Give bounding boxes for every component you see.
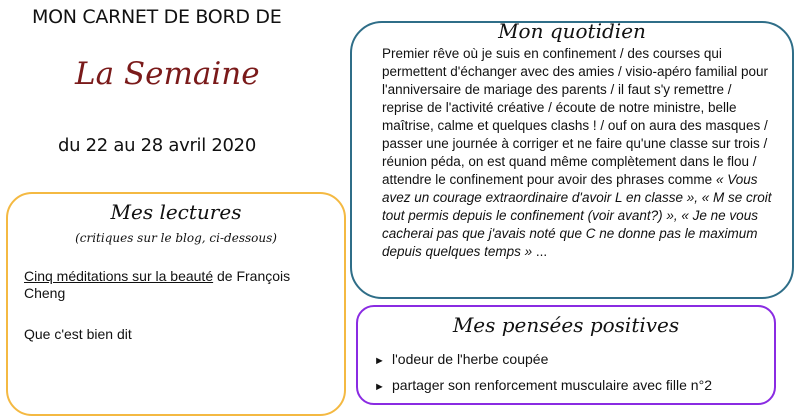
- daily-ellipsis: ...: [532, 244, 548, 259]
- positive-title: Mes pensées positives: [452, 313, 680, 337]
- daily-quotes: « Vous avez un courage extraordinaire d'avoir L en classe », « M se croit tout permis depuis le confinement (voir avant?) », « Je ne vous cacherai pas que j'avais noté que C ne donne pas le maximum depuis quelques temps »: [382, 172, 772, 259]
- daily-text: [382, 45, 774, 261]
- week-title: La Semaine: [75, 56, 260, 92]
- date-range: du 22 au 28 avril 2020: [58, 135, 256, 156]
- readings-box: [6, 192, 346, 416]
- book-title: Cinq méditations sur la beauté: [24, 268, 214, 284]
- book-comment: Que c'est bien dit: [24, 326, 132, 342]
- readings-title: Mes lectures: [110, 200, 242, 224]
- page-title: MON CARNET DE BORD DE: [32, 6, 282, 28]
- book-author: de François Cheng: [24, 268, 291, 301]
- list-item: ► l'odeur de l'herbe coupée: [374, 347, 712, 373]
- triangle-bullet-icon: ►: [374, 381, 385, 393]
- daily-paragraph: Premier rêve où je suis en confinement / des courses qui permettent d'échanger avec des amies / visio-apéro familial pour l'anniversaire de mariage des parents / il faut s'y remettre / reprise de l'activité créative / écoute de notre ministre, belle maîtrise, calme et quelques clashs ! / ouf on aura des masques / passer une journée à corriger et ne faire qu'une classe sur trois / réunion péda, on est quand même complètement dans le flou / attendre le confinement pour avoir des phrases comme: [382, 46, 769, 187]
- triangle-bullet-icon: ►: [374, 355, 385, 367]
- positive-list: [374, 347, 712, 399]
- daily-title: Mon quotidien: [498, 19, 646, 43]
- readings-subtitle: (critiques sur le blog, ci-dessous): [75, 231, 277, 245]
- book-entry: [24, 268, 324, 302]
- daily-box: [350, 21, 794, 299]
- list-item: ► partager son renforcement musculaire avec fille n°2: [374, 373, 712, 399]
- positive-box: [356, 305, 776, 405]
